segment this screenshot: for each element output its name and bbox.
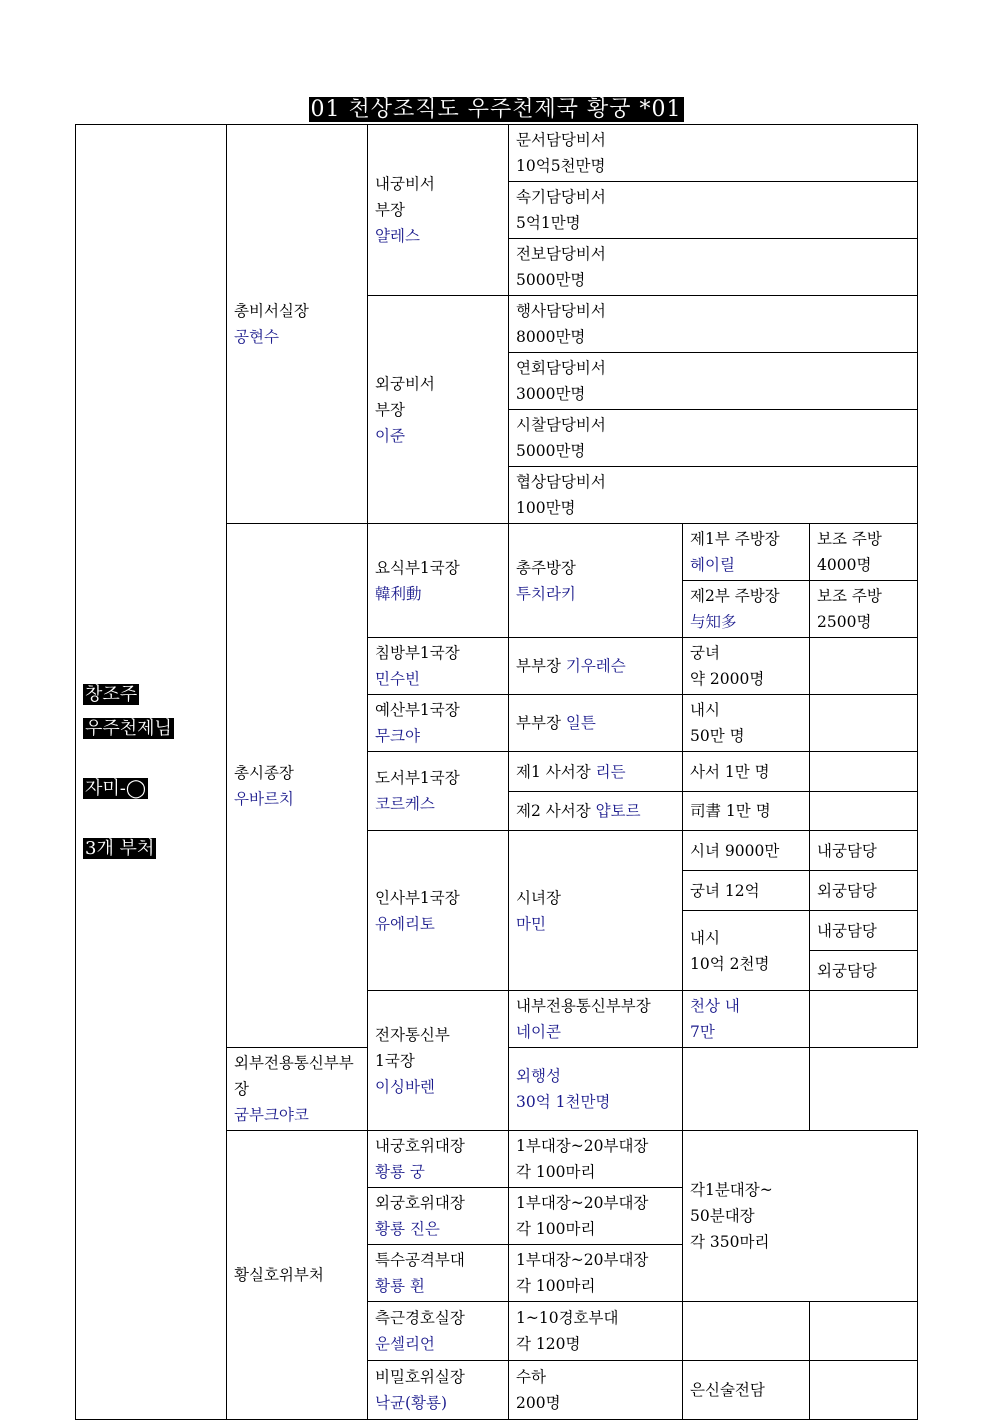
root-name: 우주천제님 bbox=[85, 718, 172, 739]
library-dept-cell: 도서부1국장 코르케스 bbox=[368, 752, 509, 831]
telecom-outer-area: 외행성 30억 1천만명 bbox=[509, 1048, 683, 1131]
empty-cell bbox=[810, 752, 918, 792]
guard-outer-units: 1부대장~20부대장 각 100마리 bbox=[509, 1188, 683, 1245]
guard-squads-cell: 각1분대장~ 50분대장 각 350마리 bbox=[683, 1131, 918, 1302]
library1-cell: 제1 사서장 리든 bbox=[509, 752, 683, 792]
empty-cell bbox=[810, 991, 918, 1048]
inner-staff-1: 속기담당비서 5억1만명 bbox=[509, 182, 918, 239]
guard-inner-cell: 내궁호위대장 황룡 궁 bbox=[368, 1131, 509, 1188]
root-code: 자미-◯ bbox=[85, 778, 147, 799]
catering-dept-cell: 요식부1국장 韓利動 bbox=[368, 524, 509, 638]
library1-staff-cell: 사서 1만 명 bbox=[683, 752, 810, 792]
outer-staff-0: 행사담당비서 8000만명 bbox=[509, 296, 918, 353]
kitchen2-assist-cell: 보조 주방 2500명 bbox=[810, 581, 918, 638]
empty-cell bbox=[810, 695, 918, 752]
guard-close-units: 1~10경호부대 각 120명 bbox=[509, 1302, 683, 1361]
bedroom-dept-cell: 침방부1국장 민수빈 bbox=[368, 638, 509, 695]
root-cell bbox=[76, 125, 227, 1420]
bedroom-deputy-cell: 부부장 기우레슨 bbox=[509, 638, 683, 695]
guard-special-cell: 특수공격부대 황룡 휜 bbox=[368, 1245, 509, 1302]
inner-secretary-cell: 내궁비서 부장 얄레스 bbox=[368, 125, 509, 296]
telecom-outer-cell: 외부전용통신부부장 굼부크야코 bbox=[227, 1048, 368, 1131]
budget-deputy-cell: 부부장 일튼 bbox=[509, 695, 683, 752]
inner-staff-0: 문서담당비서 10억5천만명 bbox=[509, 125, 918, 182]
guard-inner-units: 1부대장~20부대장 각 100마리 bbox=[509, 1131, 683, 1188]
bedroom-staff-cell: 궁녀 약 2000명 bbox=[683, 638, 810, 695]
page-title: 01 천상조직도 우주천제국 황궁 *01 bbox=[310, 97, 682, 122]
outer-staff-2: 시찰담당비서 5000만명 bbox=[509, 410, 918, 467]
telecom-inner-area: 천상 내 7만 bbox=[683, 991, 810, 1048]
guard-office-cell: 황실호위부처 bbox=[227, 1131, 368, 1420]
guard-secret-units: 수하 200명 bbox=[509, 1361, 683, 1420]
chief-secretary-cell: 총비서실장 공현수 bbox=[227, 125, 368, 524]
kitchen1-assist-cell: 보조 주방 4000명 bbox=[810, 524, 918, 581]
guard-special-units: 1부대장~20부대장 각 100마리 bbox=[509, 1245, 683, 1302]
catering-head-cell: 총주방장 투치라키 bbox=[509, 524, 683, 638]
outer-staff-3: 협상담당비서 100만명 bbox=[509, 467, 918, 524]
guard-outer-cell: 외궁호위대장 황룡 진은 bbox=[368, 1188, 509, 1245]
guard-secret-duty: 은신술전담 bbox=[683, 1361, 810, 1420]
inner-staff-2: 전보담당비서 5000만명 bbox=[509, 239, 918, 296]
telecom-inner-cell: 내부전용통신부부장 네이콘 bbox=[509, 991, 683, 1048]
personnel-head-cell: 시녀장 마민 bbox=[509, 831, 683, 991]
telecom-dept-cell: 전자통신부 1국장 이싱바렌 bbox=[368, 991, 509, 1131]
kitchen2-cell: 제2부 주방장 与知多 bbox=[683, 581, 810, 638]
personnel-row3-duty1: 내궁담당 bbox=[810, 911, 918, 951]
personnel-row1-cell: 시녀 9000만 bbox=[683, 831, 810, 871]
empty-cell bbox=[683, 1048, 810, 1131]
outer-secretary-cell: 외궁비서 부장 이준 bbox=[368, 296, 509, 524]
personnel-row2-duty: 외궁담당 bbox=[810, 871, 918, 911]
guard-secret-cell: 비밀호위실장 낙균(황룡) bbox=[368, 1361, 509, 1420]
library2-staff-cell: 司書 1만 명 bbox=[683, 792, 810, 831]
root-depts: 3개 부처 bbox=[85, 838, 155, 859]
personnel-row2-cell: 궁녀 12억 bbox=[683, 871, 810, 911]
outer-staff-1: 연회담당비서 3000만명 bbox=[509, 353, 918, 410]
table-row bbox=[76, 125, 918, 182]
empty-cell bbox=[810, 638, 918, 695]
personnel-row1-duty: 내궁담당 bbox=[810, 831, 918, 871]
root-title: 창조주 bbox=[85, 684, 138, 705]
budget-staff-cell: 내시 50만 명 bbox=[683, 695, 810, 752]
empty-cell bbox=[810, 1302, 918, 1361]
attendant-chief-cell: 총시종장 우바르치 bbox=[227, 524, 368, 1048]
library2-cell: 제2 사서장 얍토르 bbox=[509, 792, 683, 831]
personnel-row3-cell: 내시 10억 2천명 bbox=[683, 911, 810, 991]
personnel-row3-duty2: 외궁담당 bbox=[810, 951, 918, 991]
personnel-dept-cell: 인사부1국장 유에리토 bbox=[368, 831, 509, 991]
kitchen1-cell: 제1부 주방장 헤이릴 bbox=[683, 524, 810, 581]
budget-dept-cell: 예산부1국장 무크야 bbox=[368, 695, 509, 752]
empty-cell bbox=[810, 1361, 918, 1420]
empty-cell bbox=[810, 792, 918, 831]
empty-cell bbox=[683, 1302, 810, 1361]
guard-close-cell: 측근경호실장 운셀리언 bbox=[368, 1302, 509, 1361]
org-chart-table bbox=[75, 124, 918, 1420]
